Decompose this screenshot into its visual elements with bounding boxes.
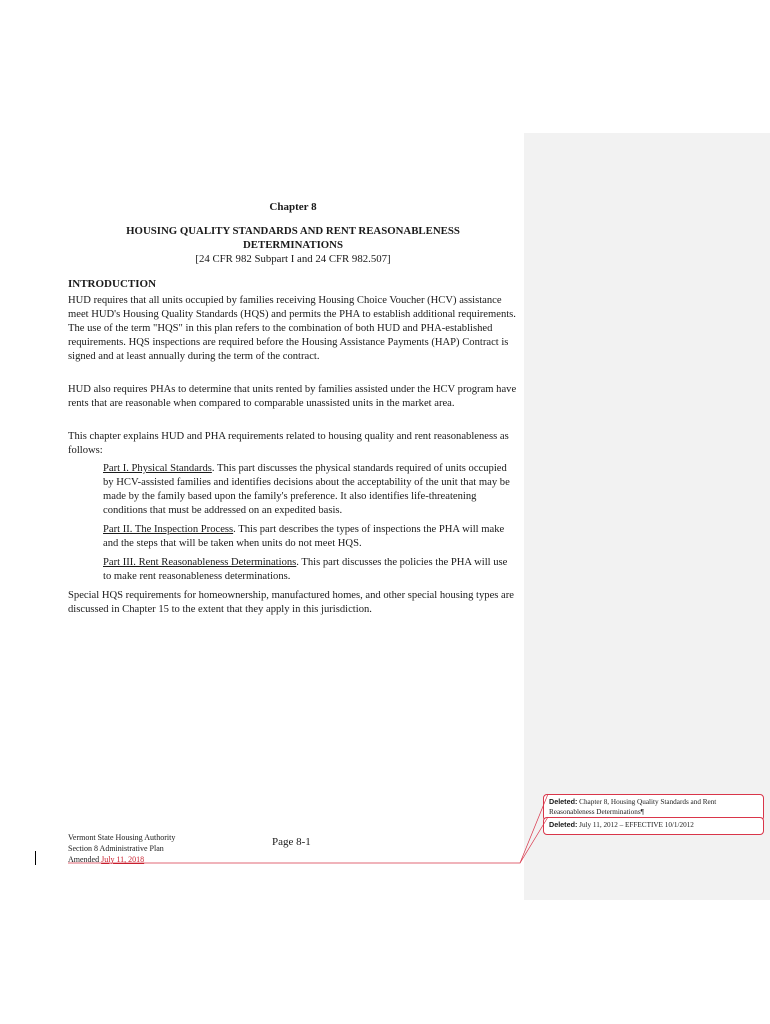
- paragraph-special-hqs: Special HQS requirements for homeownership, manufactured homes, and other special housing types are discussed in Chapter 15 to the extent that they apply in this jurisdiction.: [68, 590, 514, 615]
- chapter-title: Chapter 8: [269, 201, 317, 213]
- comment-text: Chapter 8, Housing Quality Standards and Rent Reasonableness Determinations¶: [549, 798, 717, 816]
- part-3-text: . This part discusses the policies the PHA will use to make rent reasonableness determinations.: [103, 557, 508, 582]
- citation: [24 CFR 982 Subpart I and 24 CFR 982.507]: [195, 253, 391, 265]
- part-2-title: Part II. The Inspection Process: [103, 524, 234, 535]
- part-3-paragraph: [103, 556, 515, 584]
- footer-plan-name: Section 8 Administrative Plan: [68, 844, 164, 853]
- part-1-paragraph: [103, 462, 515, 518]
- section-heading-introduction: INTRODUCTION: [68, 278, 157, 290]
- part-1-title: Part I. Physical Standards: [103, 463, 212, 474]
- footer: [68, 832, 175, 865]
- chapter-heading: [68, 225, 518, 252]
- paragraph-hqs-requirements: HUD requires that all units occupied by families receiving Housing Choice Voucher (HCV) assistance meet HUD's Housing Quality Standards (HQS) and permits the PHA to establish additional requirements. The use of the term "HQS" in this plan refers to the combination of both HUD and PHA-established requirements. HQS inspections are required before the Housing Assistance Payments (HAP) Contract is signed and at least annually during the term of the contract.: [68, 295, 516, 362]
- paragraph-chapter-overview: This chapter explains HUD and PHA requirements related to housing quality and rent reasonableness as follows:: [68, 431, 509, 456]
- part-2-text: . This part describes the types of inspections the PHA will make and the steps that will be taken when units do not meet HQS.: [103, 524, 505, 549]
- part-1-text: . This part discusses the physical standards required of units occupied by HCV-assisted families and identifies decisions about the acceptability of the unit that may be made by the family based upon the family's preference. It also identifies life-threatening conditions that must be addressed on an expedited basis.: [103, 463, 510, 516]
- footer-organization: Vermont State Housing Authority: [68, 833, 176, 842]
- markup-pane: [524, 133, 770, 900]
- comment-tag: Deleted:: [549, 820, 578, 829]
- comment-tag: Deleted:: [549, 797, 578, 806]
- chapter-heading-line1: HOUSING QUALITY STANDARDS AND RENT REASONABLENESS: [126, 225, 460, 237]
- chapter-heading-line2: DETERMINATIONS: [243, 238, 343, 251]
- footer-amended-prefix: Amended: [68, 855, 102, 864]
- footer-amended-date: July 11, 2018: [101, 855, 145, 864]
- change-bar: [35, 851, 36, 865]
- part-3-title: Part III. Rent Reasonableness Determinations: [103, 557, 297, 568]
- page-number: Page 8-1: [272, 836, 311, 848]
- part-2-paragraph: [103, 523, 515, 551]
- footer-amended-line: [68, 854, 175, 865]
- paragraph-rent-reasonableness: HUD also requires PHAs to determine that units rented by families assisted under the HCV program have rents that are reasonable when compared to comparable unassisted units in the market area.: [68, 384, 517, 409]
- comment-text: July 11, 2012 – EFFECTIVE 10/1/2012: [579, 821, 694, 829]
- comment-balloon-deleted-date[interactable]: [543, 817, 764, 835]
